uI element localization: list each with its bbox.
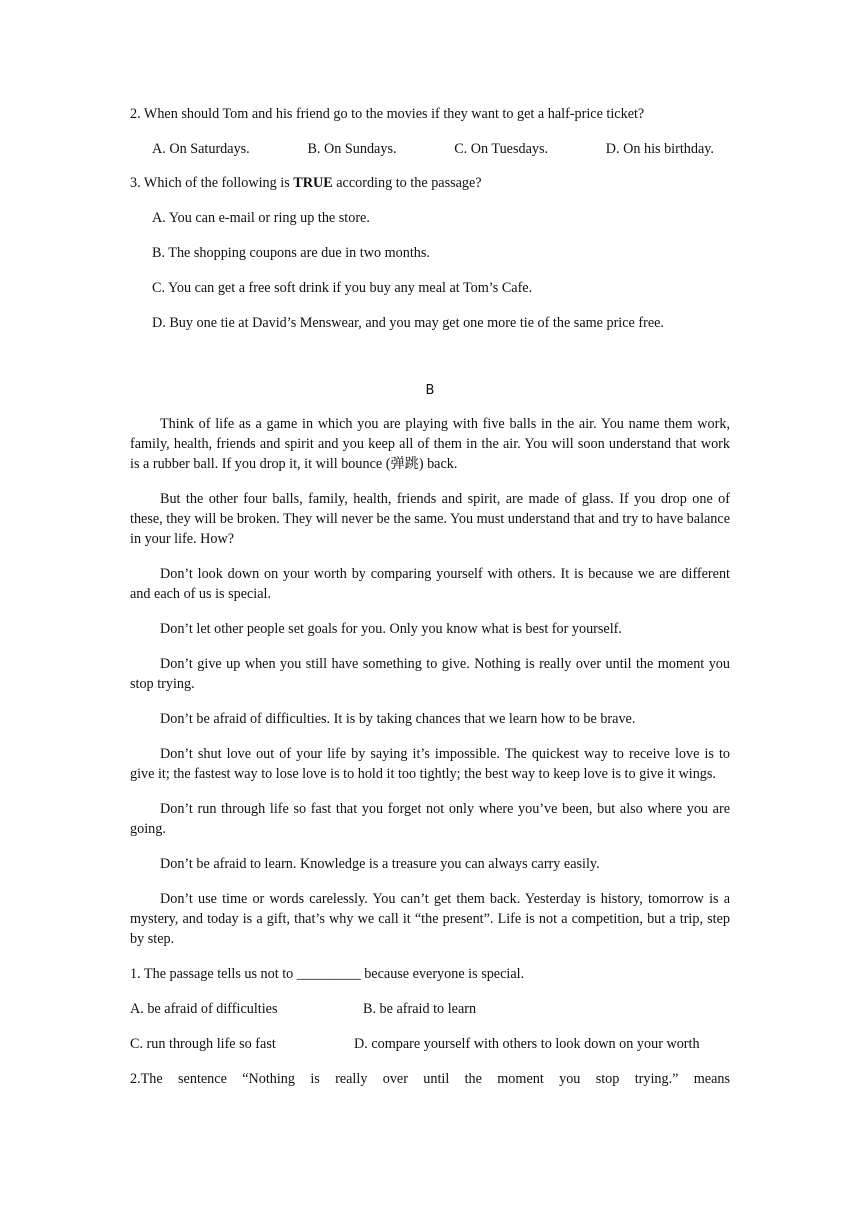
paragraph: Don’t use time or words carelessly. You can’t get them back. Yesterday is history, tomorrow is a mystery, and today is a gift, that’s why we call it “the present”. Life is not a competition, but a trip, step by step. — [130, 891, 730, 947]
option-c: C. run through life so fast — [130, 1036, 276, 1052]
paragraph: But the other four balls, family, health, friends and spirit, are made of glass. If you drop one of these, they will be broken. They will never be the same. You must understand that and try to have balance in your life. How? — [130, 491, 730, 547]
question-b1: 1. The passage tells us not to _________ because everyone is special. — [130, 966, 525, 982]
option-a: A. You can e-mail or ring up the store. — [152, 210, 370, 226]
option-b: B. On Sundays. — [307, 141, 397, 157]
section-heading: B — [425, 383, 435, 398]
option-d: D. On his birthday. — [605, 141, 714, 157]
option-d: D. Buy one tie at David’s Menswear, and you may get one more tie of the same price free. — [152, 315, 664, 331]
option-a: A. On Saturdays. — [152, 141, 250, 157]
paragraph: Don’t give up when you still have something to give. Nothing is really over until the moment you stop trying. — [130, 656, 730, 692]
option-a: A. be afraid of difficulties — [130, 1001, 278, 1017]
document-page — [130, 104, 730, 1089]
option-d: D. compare yourself with others to look down on your worth — [354, 1036, 700, 1052]
option-c: C. On Tuesdays. — [454, 141, 549, 157]
paragraph: Don’t run through life so fast that you forget not only where you’ve been, but also where you are going. — [130, 801, 730, 837]
paragraph: Don’t be afraid of difficulties. It is by taking chances that we learn how to be brave. — [160, 711, 636, 727]
question-b1-options-row1 — [130, 999, 730, 1019]
paragraph: Don’t be afraid to learn. Knowledge is a treasure you can always carry easily. — [160, 856, 600, 872]
paragraph: Don’t look down on your worth by comparing yourself with others. It is because we are different and each of us is special. — [130, 566, 730, 602]
emphasis-true: TRUE — [293, 175, 333, 191]
option-c: C. You can get a free soft drink if you buy any meal at Tom’s Cafe. — [152, 280, 533, 296]
question-2-options — [152, 139, 714, 159]
option-b: B. be afraid to learn — [363, 1001, 477, 1017]
question-3: 3. Which of the following is TRUE according to the passage? — [130, 175, 482, 191]
paragraph: Don’t let other people set goals for you. Only you know what is best for yourself. — [160, 621, 622, 637]
paragraph: Think of life as a game in which you are playing with five balls in the air. You name them work, family, health, friends and spirit and you keep all of them in the air. You will soon understand that work is a rubber ball. If you drop it, it will bounce (弹跳) back. — [130, 416, 730, 472]
question-b1-options-row2 — [130, 1034, 730, 1054]
paragraph: Don’t shut love out of your life by saying it’s impossible. The quickest way to receive love is to give it; the fastest way to lose love is to hold it too tightly; the best way to keep love is to give it wings. — [130, 746, 730, 782]
option-b: B. The shopping coupons are due in two months. — [152, 245, 430, 261]
question-2: 2. When should Tom and his friend go to the movies if they want to get a half-price ticket? — [130, 106, 645, 122]
question-b2: 2.The sentence “Nothing is really over until the moment you stop trying.” means — [130, 1071, 730, 1087]
